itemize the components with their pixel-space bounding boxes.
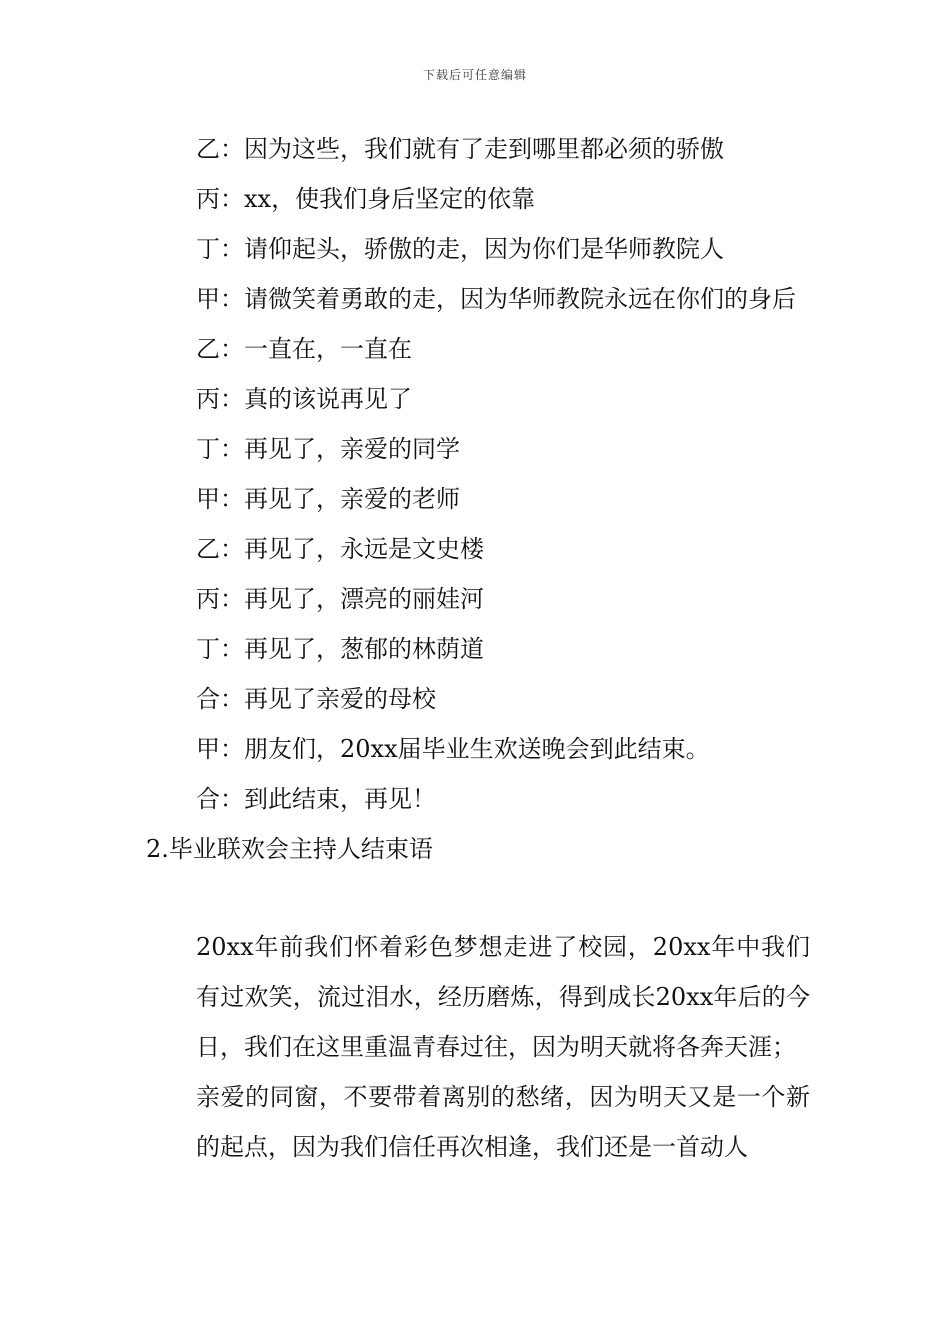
header-note: 下载后可任意编辑 (422, 68, 527, 82)
section-heading: 2.毕业联欢会主持人结束语 (146, 835, 433, 863)
dialogue-line: 丙：xx，使我们身后坚定的依靠 (196, 185, 536, 213)
dialogue-line: 丙：真的该说再见了 (196, 385, 412, 413)
dialogue-line: 乙：因为这些，我们就有了走到哪里都必须的骄傲 (196, 135, 724, 163)
dialogue-line: 甲：再见了，亲爱的老师 (196, 485, 460, 513)
dialogue-line: 合：到此结束，再见！ (196, 785, 436, 813)
dialogue-line: 乙：一直在，一直在 (196, 335, 412, 363)
dialogue-line: 丁：再见了，亲爱的同学 (196, 435, 460, 463)
dialogue-line: 甲：朋友们，20xx届毕业生欢送晚会到此结束。 (196, 735, 710, 763)
dialogue-line: 乙：再见了，永远是文史楼 (196, 535, 484, 563)
document-body (146, 124, 810, 1172)
dialogue-line: 丁：请仰起头，骄傲的走，因为你们是华师教院人 (196, 235, 724, 263)
body-paragraph: 亲爱的同窗，不要带着离别的愁绪，因为明天又是一个新的起点，因为我们信任再次相逢，我们还是一首动人 (196, 1083, 810, 1161)
dialogue-line: 甲：请微笑着勇敢的走，因为华师教院永远在你们的身后 (196, 285, 796, 313)
dialogue-line: 丁：再见了，葱郁的林荫道 (196, 635, 484, 663)
body-paragraph: 20xx年前我们怀着彩色梦想走进了校园，20xx年中我们有过欢笑，流过泪水，经历磨炼，得到成长20xx年后的今日，我们在这里重温青春过往，因为明天就将各奔天涯； (196, 933, 810, 1061)
dialogue-line: 合：再见了亲爱的母校 (196, 685, 436, 713)
dialogue-line: 丙：再见了，漂亮的丽娃河 (196, 585, 484, 613)
